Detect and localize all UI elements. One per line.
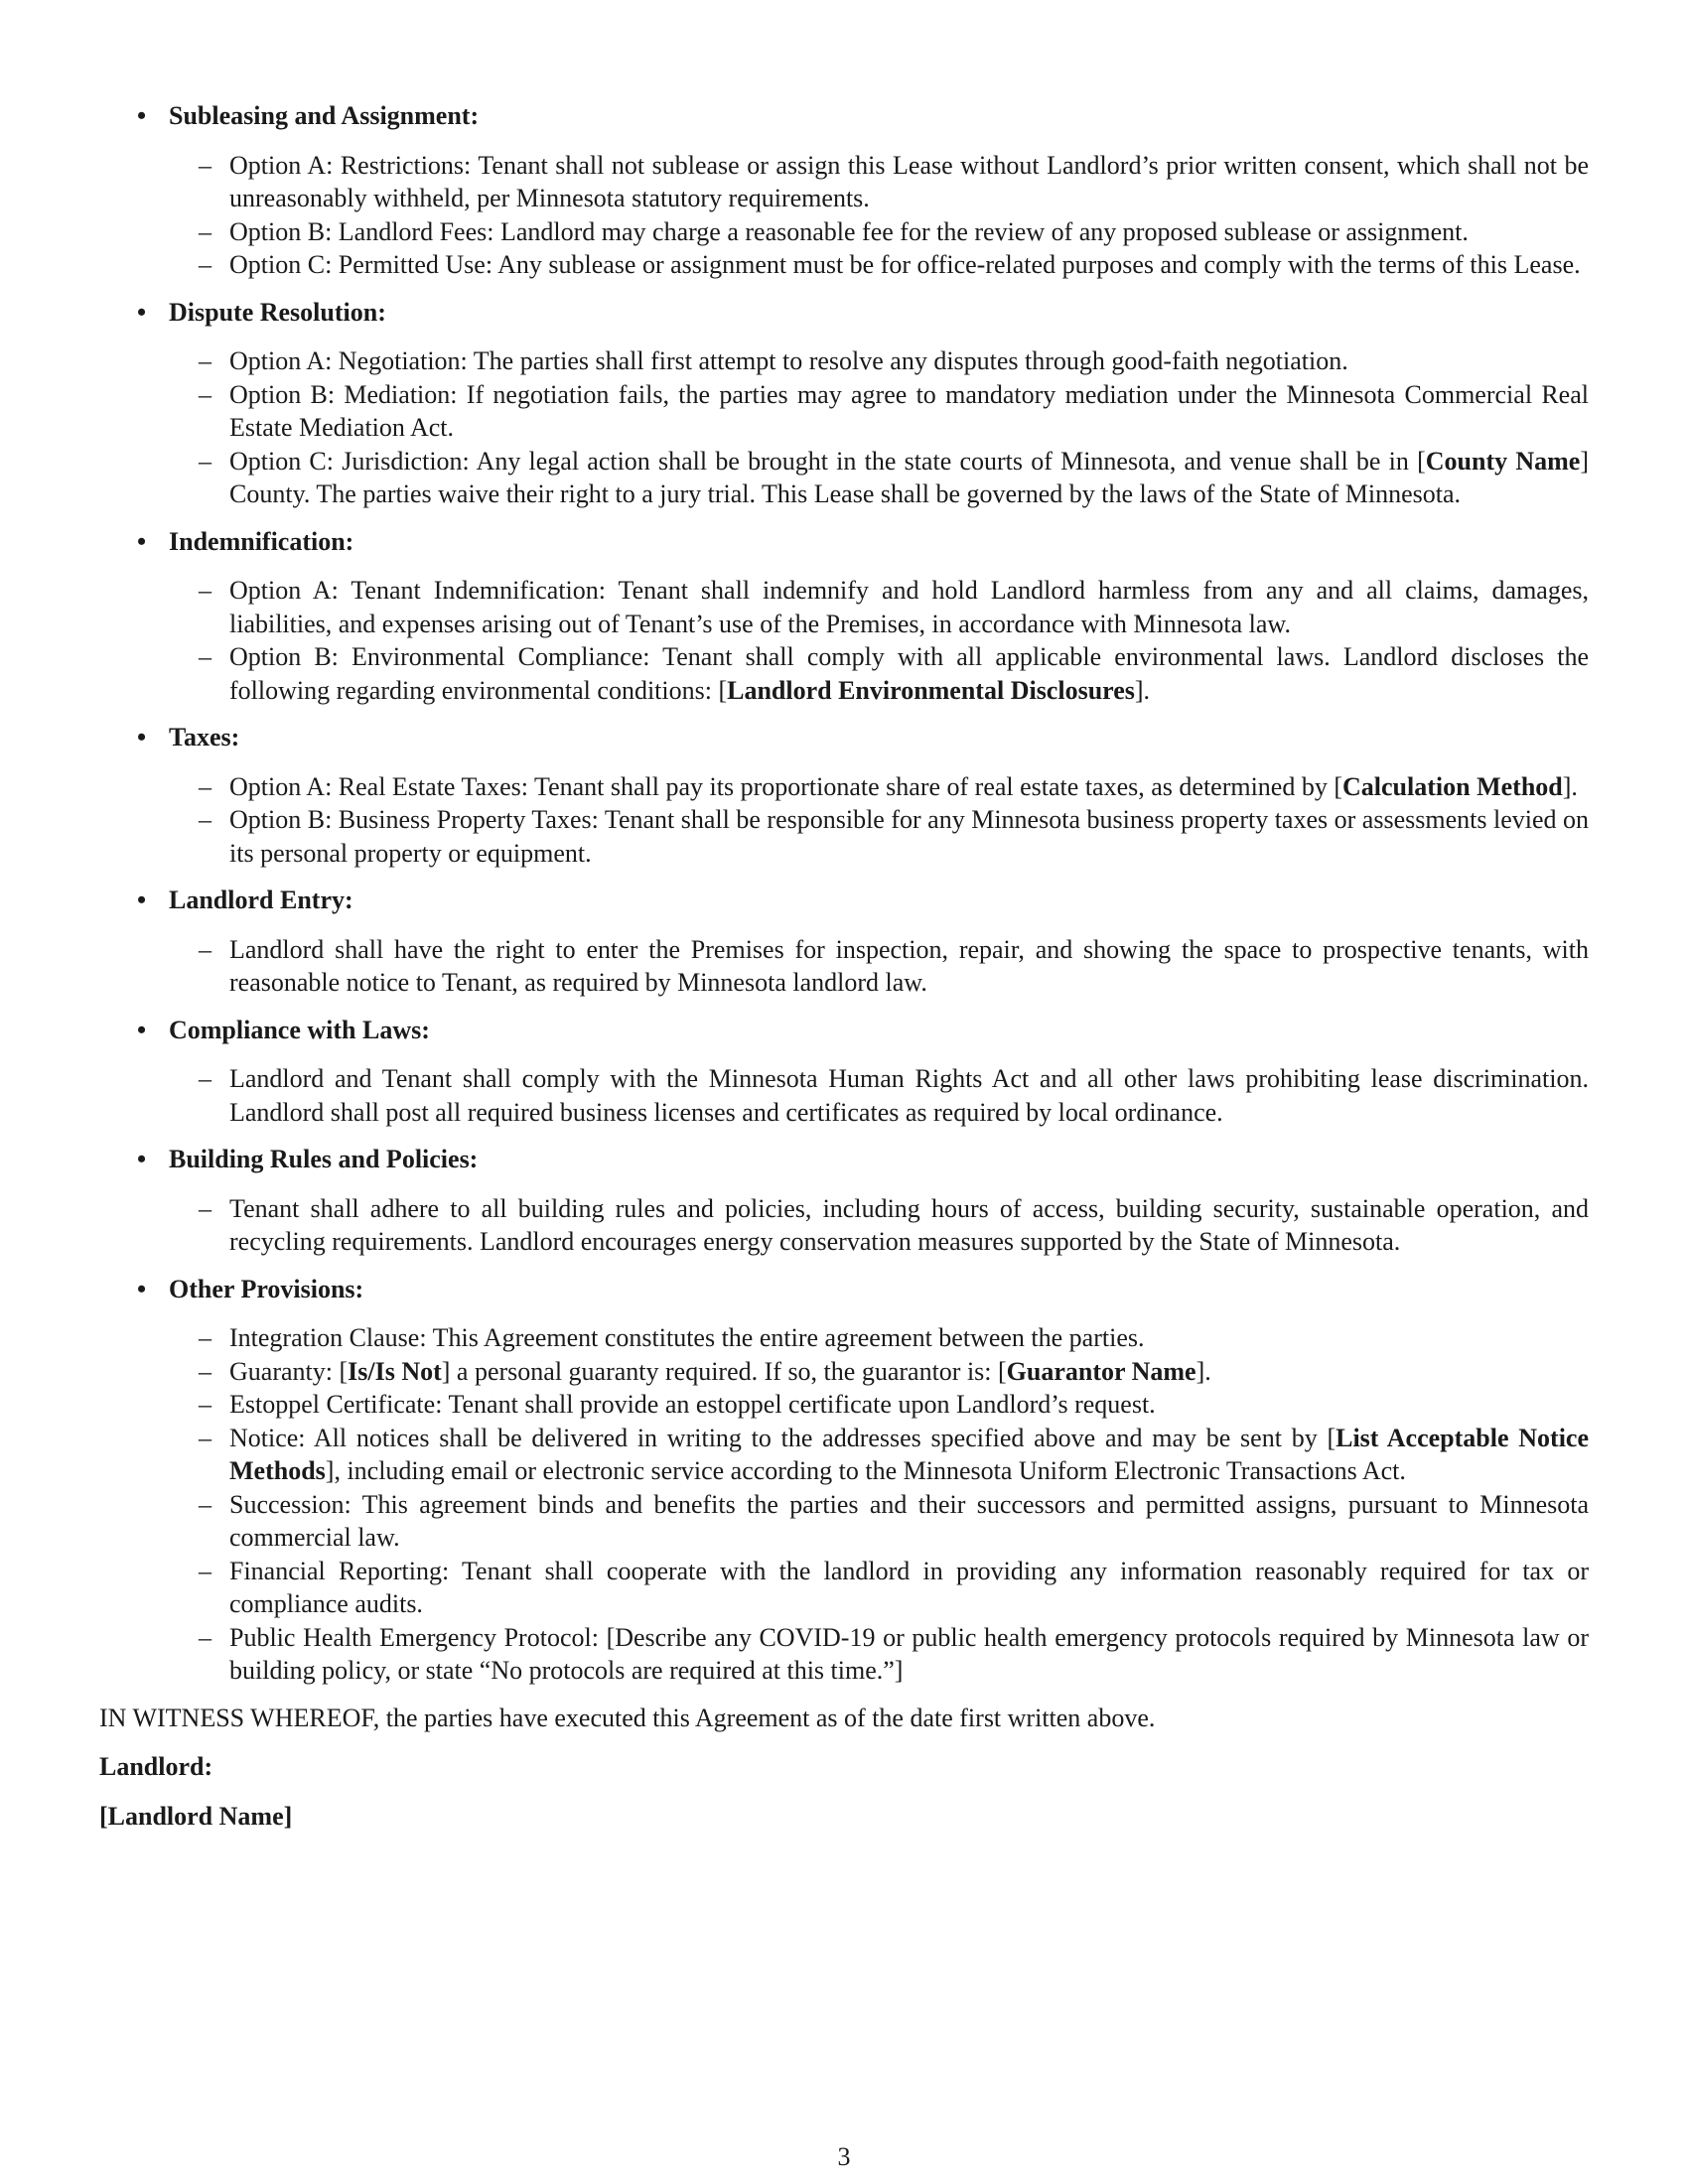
list-item (99, 344, 1589, 378)
section-compliance (99, 1014, 1589, 1130)
item-text: Option A: Real Estate Taxes: Tenant shall pay its proportionate share of real estate taxes, as determined by [ (229, 771, 1343, 801)
placeholder-county-name: County Name (1425, 446, 1581, 476)
dash-icon: – (199, 379, 211, 409)
placeholder-environmental-disclosures: Landlord Environmental Disclosures (727, 675, 1135, 705)
dash-icon: – (199, 1323, 211, 1352)
list-item (99, 1321, 1589, 1355)
section-title: Taxes: (169, 723, 240, 751)
landlord-label: Landlord: (99, 1752, 213, 1781)
dash-icon: – (199, 1489, 211, 1519)
bullet-icon: • (137, 297, 147, 327)
item-text: Option A: Tenant Indemnification: Tenant shall indemnify and hold Landlord harmless from any and all claims, damages, liabilities, and expenses arising out of Tenant’s use of the Premises, in accordance with Minnesota law. (229, 576, 1589, 638)
section-title: Compliance with Laws: (169, 1015, 430, 1044)
list-item (99, 1355, 1589, 1389)
section-heading (99, 99, 1589, 133)
option-list (99, 344, 1589, 511)
section-title: Building Rules and Policies: (169, 1145, 479, 1173)
section-building-rules (99, 1143, 1589, 1259)
dash-icon: – (199, 771, 211, 801)
item-text: Landlord and Tenant shall comply with the Minnesota Human Rights Act and all other laws prohibiting lease discrimination. Landlord shall post all required business licenses and certificates as required by local ordinance. (229, 1064, 1589, 1127)
witness-statement: IN WITNESS WHEREOF, the parties have executed this Agreement as of the date first written above. (99, 1703, 1156, 1732)
dash-icon: – (199, 934, 211, 964)
option-list (99, 770, 1589, 871)
section-heading (99, 884, 1589, 917)
item-text: Guaranty: [ (229, 1356, 349, 1386)
section-title: Subleasing and Assignment: (169, 101, 480, 130)
page-number: 3 (837, 2142, 851, 2171)
section-subleasing (99, 99, 1589, 282)
section-title: Dispute Resolution: (169, 297, 386, 327)
item-text: Integration Clause: This Agreement constitutes the entire agreement between the parties. (229, 1323, 1145, 1352)
document-page (99, 99, 1589, 1848)
list-item (99, 770, 1589, 804)
list-item (99, 1388, 1589, 1422)
list-item (99, 933, 1589, 1000)
section-heading (99, 1273, 1589, 1306)
list-item (99, 445, 1589, 511)
item-text: Tenant shall adhere to all building rules and policies, including hours of access, building security, sustainable operation, and recycling requirements. Landlord encourages energy conservation measures supported by the State of Minnesota. (229, 1193, 1589, 1256)
item-text: Option A: Restrictions: Tenant shall not sublease or assign this Lease without Landlord’s prior written consent, which shall not be unreasonably withheld, per Minnesota statutory requirements. (229, 150, 1589, 212)
item-text: ] a personal guaranty required. If so, the guarantor is: [ (441, 1356, 1007, 1386)
bullet-icon: • (137, 886, 147, 914)
list-item (99, 1488, 1589, 1555)
dash-icon: – (199, 805, 211, 834)
item-text: ] County. The parties waive their right to a jury trial. This Lease shall be governed by the laws of the State of Minnesota. (229, 446, 1589, 508)
list-item (99, 574, 1589, 640)
dash-icon: – (199, 216, 211, 246)
list-item (99, 1422, 1589, 1488)
section-title: Indemnification: (169, 526, 354, 556)
item-text: Financial Reporting: Tenant shall cooperate with the landlord in providing any information reasonably required for tax or compliance audits. (229, 1556, 1589, 1618)
bullet-icon: • (137, 723, 147, 751)
dash-icon: – (199, 150, 211, 180)
item-text: Public Health Emergency Protocol: [Describe any COVID-19 or public health emergency protocols required by Minnesota law or building policy, or state “No protocols are required at this time.”] (229, 1622, 1589, 1685)
option-list (99, 574, 1589, 707)
list-item (99, 1062, 1589, 1129)
item-text: Option B: Environmental Compliance: Tenant shall comply with all applicable environmental laws. Landlord discloses the following regarding environmental conditions: [ (229, 642, 1589, 705)
dash-icon: – (199, 576, 211, 605)
item-text: Option B: Business Property Taxes: Tenant shall be responsible for any Minnesota business property taxes or assessments levied on its personal property or equipment. (229, 805, 1589, 868)
item-text: Landlord shall have the right to enter the Premises for inspection, repair, and showing the space to prospective tenants, with reasonable notice to Tenant, as required by Minnesota landlord law. (229, 934, 1589, 997)
section-taxes (99, 721, 1589, 870)
item-text: ]. (1196, 1356, 1211, 1386)
item-text: Notice: All notices shall be delivered in writing to the addresses specified above and may be sent by [ (229, 1423, 1336, 1452)
option-list (99, 1192, 1589, 1259)
bullet-icon: • (137, 1015, 147, 1044)
list-item (99, 1621, 1589, 1688)
placeholder-guarantor-name: Guarantor Name (1006, 1356, 1196, 1386)
item-text: Option B: Landlord Fees: Landlord may charge a reasonable fee for the review of any proposed sublease or assignment. (229, 216, 1469, 246)
dash-icon: – (199, 1356, 211, 1386)
landlord-name: [Landlord Name] (99, 1801, 293, 1831)
list-item (99, 803, 1589, 870)
item-text: Option C: Permitted Use: Any sublease or assignment must be for office-related purposes and comply with the terms of this Lease. (229, 250, 1581, 279)
item-text: Option B: Mediation: If negotiation fails, the parties may agree to mandatory mediation under the Minnesota Commercial Real Estate Mediation Act. (229, 379, 1589, 442)
section-heading (99, 1143, 1589, 1176)
dash-icon: – (199, 1064, 211, 1093)
option-list (99, 1321, 1589, 1688)
section-heading (99, 525, 1589, 559)
list-item (99, 640, 1589, 707)
item-text: ], including email or electronic service according to the Minnesota Uniform Electronic Transactions Act. (325, 1456, 1406, 1485)
item-text: Option A: Negotiation: The parties shall first attempt to resolve any disputes through good-faith negotiation. (229, 346, 1348, 375)
item-text: Estoppel Certificate: Tenant shall provide an estoppel certificate upon Landlord’s request. (229, 1390, 1156, 1419)
section-title: Landlord Entry: (169, 886, 353, 914)
dash-icon: – (199, 1390, 211, 1419)
section-other-provisions (99, 1273, 1589, 1688)
dash-icon: – (199, 446, 211, 476)
item-text: Succession: This agreement binds and benefits the parties and their successors and permitted assigns, pursuant to Minnesota commercial law. (229, 1489, 1589, 1552)
dash-icon: – (199, 1423, 211, 1452)
section-heading (99, 721, 1589, 754)
option-list (99, 933, 1589, 1000)
landlord-name-placeholder (99, 1800, 1589, 1834)
section-landlord-entry (99, 884, 1589, 1000)
list-item (99, 1192, 1589, 1259)
dash-icon: – (199, 250, 211, 279)
list-item (99, 149, 1589, 215)
section-dispute-resolution (99, 296, 1589, 511)
bullet-icon: • (137, 526, 147, 556)
list-item (99, 378, 1589, 445)
bullet-icon: • (137, 1274, 147, 1303)
item-text: ]. (1562, 771, 1578, 801)
section-heading (99, 296, 1589, 330)
list-item (99, 248, 1589, 282)
bullet-icon: • (137, 1145, 147, 1173)
placeholder-is-is-not: Is/Is Not (348, 1356, 442, 1386)
dash-icon: – (199, 1556, 211, 1585)
section-indemnification (99, 525, 1589, 708)
list-item (99, 1555, 1589, 1621)
section-title: Other Provisions: (169, 1274, 364, 1303)
option-list (99, 1062, 1589, 1129)
section-heading (99, 1014, 1589, 1047)
placeholder-calculation-method: Calculation Method (1342, 771, 1563, 801)
list-item (99, 215, 1589, 249)
placeholder-notice-methods: List Acceptable Notice Methods (229, 1423, 1589, 1485)
item-text: ]. (1134, 675, 1151, 705)
option-list (99, 149, 1589, 282)
dash-icon: – (199, 1622, 211, 1652)
dash-icon: – (199, 346, 211, 375)
bullet-icon: • (137, 101, 147, 130)
dash-icon: – (199, 642, 211, 671)
dash-icon: – (199, 1193, 211, 1223)
item-text: Option C: Jurisdiction: Any legal action shall be brought in the state courts of Minnesota, and venue shall be in [ (229, 446, 1426, 476)
